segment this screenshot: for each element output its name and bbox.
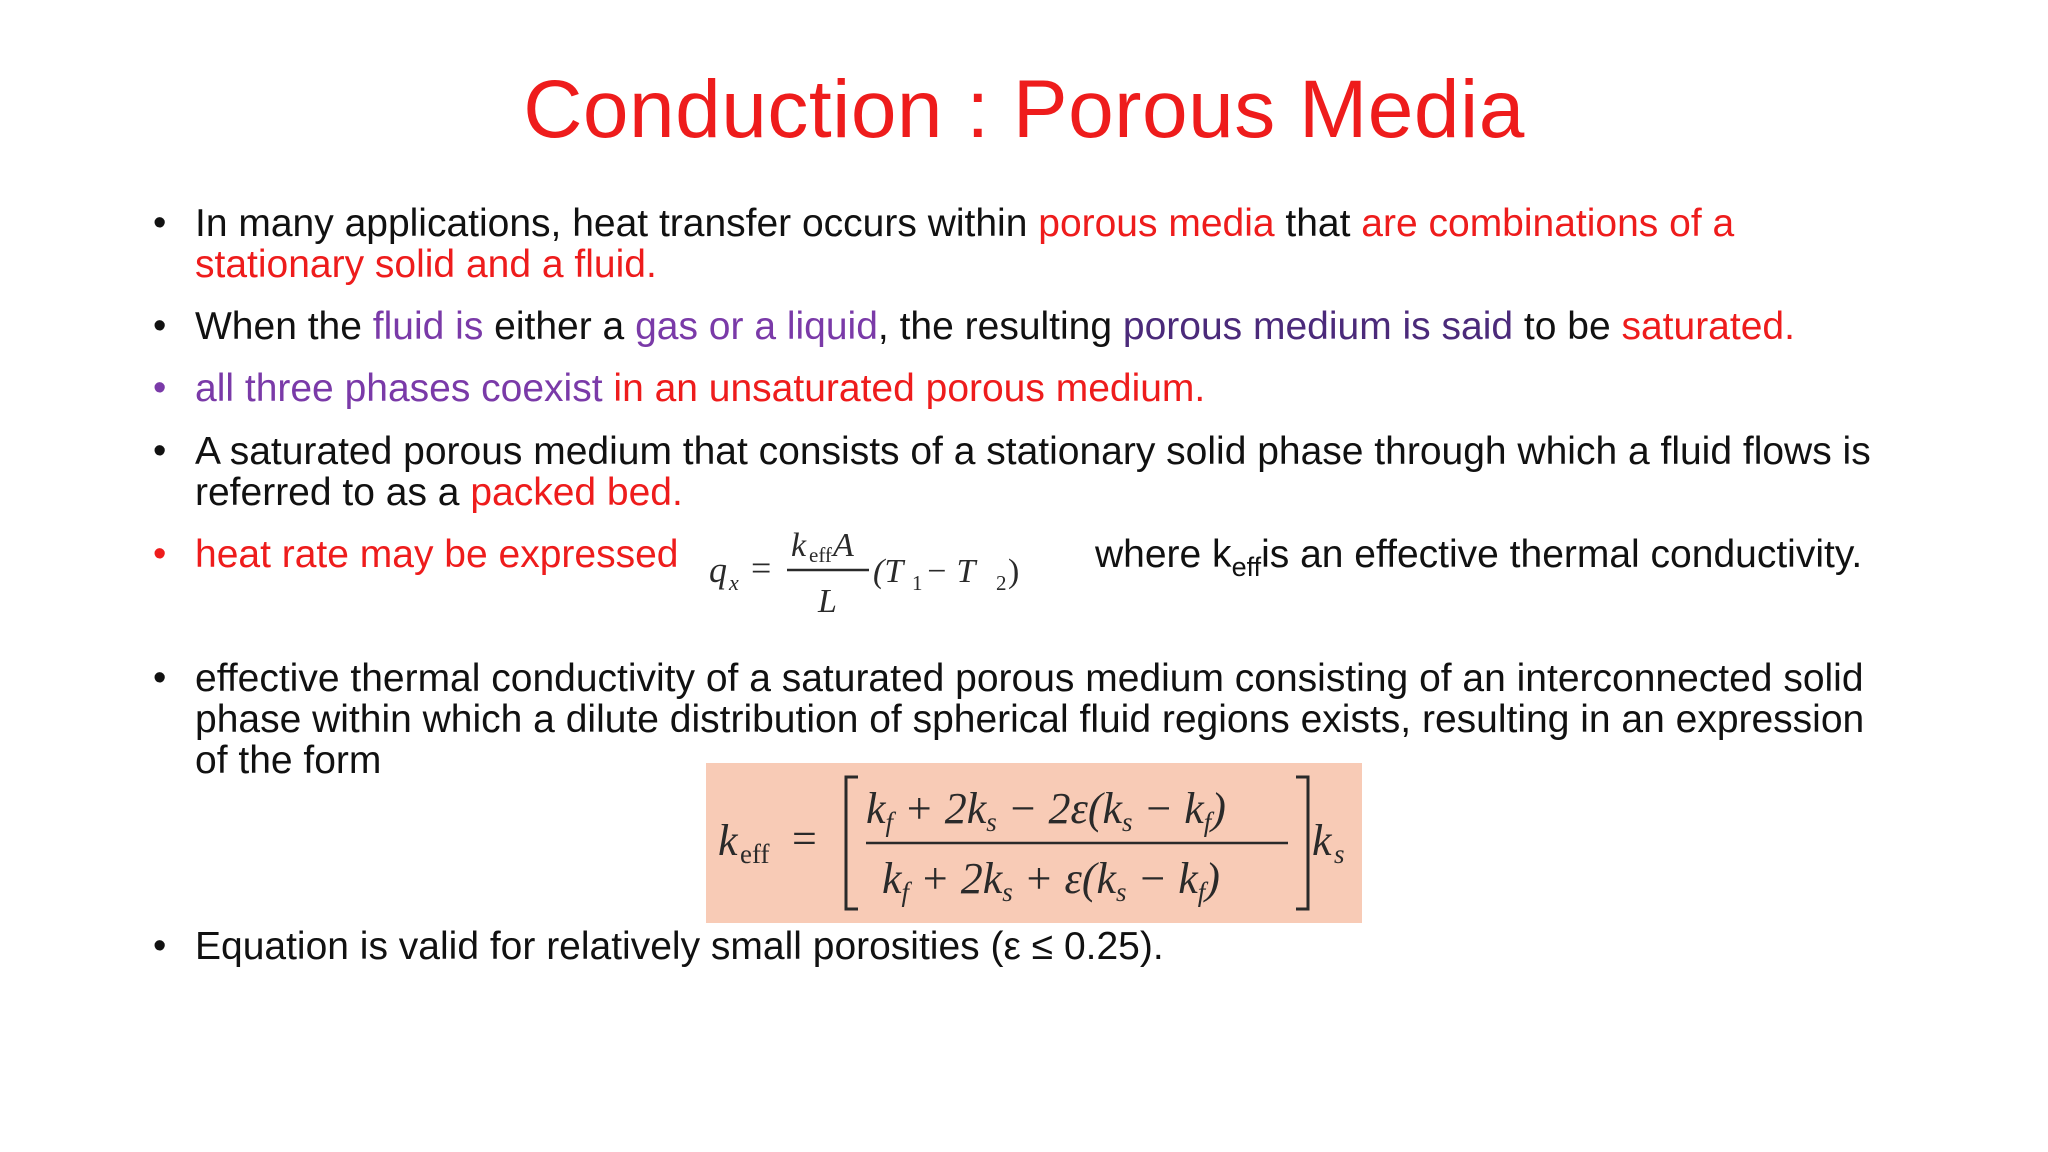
highlight-porous-media: porous media [1038, 202, 1275, 245]
bullet-dot: • [153, 925, 167, 967]
bullet-text: to be [1513, 305, 1622, 348]
keff-definition [1095, 534, 1915, 588]
formula-T2-sub: 2 [996, 571, 1007, 595]
formula-A: A [833, 527, 854, 564]
keff-sub: eff [1231, 552, 1262, 582]
bullet-text: , the resulting [877, 305, 1123, 348]
bullet-dot: • [153, 305, 167, 347]
formula-q-sub: x [729, 570, 739, 595]
keff-formula [706, 763, 1362, 923]
keff-k: k [718, 816, 738, 865]
formula-k: k [791, 527, 807, 564]
highlight-packed-bed: packed bed. [470, 471, 683, 514]
bullet-dot: • [153, 657, 167, 699]
highlight-combinations: are combinations of a [1361, 202, 1735, 245]
keff-denominator: kf + 2ks + ε(ks − kf) [882, 854, 1220, 907]
keff-formula-svg [706, 763, 1362, 923]
bullet-text: either a [483, 305, 636, 348]
left-bracket [846, 777, 858, 909]
keff-trailing-k: k [1312, 816, 1332, 865]
highlight-saturated: saturated. [1621, 305, 1795, 348]
formula-k-sub: eff [809, 543, 832, 567]
bullet-dot: • [153, 430, 167, 472]
bullet-dot: • [153, 202, 167, 244]
bullet-unsaturated [153, 367, 1895, 410]
keff-desc: is an effective thermal conductivity. [1261, 533, 1863, 576]
formula-L: L [818, 583, 837, 620]
bullet-text: In many applications, heat transfer occurs within [195, 202, 1039, 245]
bullet-dot: • [153, 533, 167, 575]
bullet-text: effective thermal conductivity of a saturated porous medium consisting of an interconnected solid [195, 657, 1864, 700]
keff-where: where k [1095, 533, 1232, 576]
bullet-text: A saturated porous medium that consists of a stationary solid phase through which a fluid flows is [195, 430, 1871, 473]
formula-equals: = [751, 548, 772, 588]
keff-k-sub: eff [740, 839, 770, 869]
bullet-packed-bed [153, 430, 1895, 514]
bullet-validity [153, 925, 1895, 968]
keff-trailing-sub: s [1334, 839, 1345, 869]
highlight-heat-rate: heat rate may be expressed [195, 533, 679, 576]
bullet-porous-media [153, 202, 1895, 286]
highlight-stationary-solid: stationary solid and a fluid. [195, 243, 657, 286]
right-bracket [1296, 777, 1308, 909]
highlight-porous-medium-said: porous medium is said [1122, 305, 1514, 348]
bullet-text: phase within which a dilute distribution of spherical fluid regions exists, resulting in an expression [195, 698, 1865, 741]
bullet-text: When the [195, 305, 373, 348]
bullet-text: Equation is valid for relatively small porosities (ε ≤ 0.25). [195, 925, 1164, 968]
highlight-unsaturated: in an unsaturated porous medium. [602, 367, 1206, 410]
highlight-gas-or-liquid: gas or a liquid [635, 305, 878, 348]
bullet-text: that [1274, 202, 1362, 245]
keff-equals: = [792, 814, 817, 863]
formula-T1-sub: 1 [912, 571, 923, 595]
heat-rate-formula-svg [705, 520, 1035, 620]
formula-T1: (T [873, 553, 904, 590]
highlight-three-phases: all three phases coexist [195, 367, 603, 410]
formula-q: q [709, 550, 727, 590]
keff-numerator: kf + 2ks − 2ε(ks − kf) [866, 784, 1226, 837]
bullet-text: of the form [195, 739, 382, 782]
bullet-saturated [153, 305, 1895, 348]
bullet-text: referred to as a [195, 471, 471, 514]
bullet-dot: • [153, 367, 167, 409]
heat-rate-formula [705, 520, 1035, 620]
slide-title: Conduction : Porous Media [523, 64, 1525, 155]
formula-paren: ) [1008, 553, 1020, 590]
formula-T2: − T [925, 553, 976, 590]
highlight-fluid-is: fluid is [372, 305, 484, 348]
